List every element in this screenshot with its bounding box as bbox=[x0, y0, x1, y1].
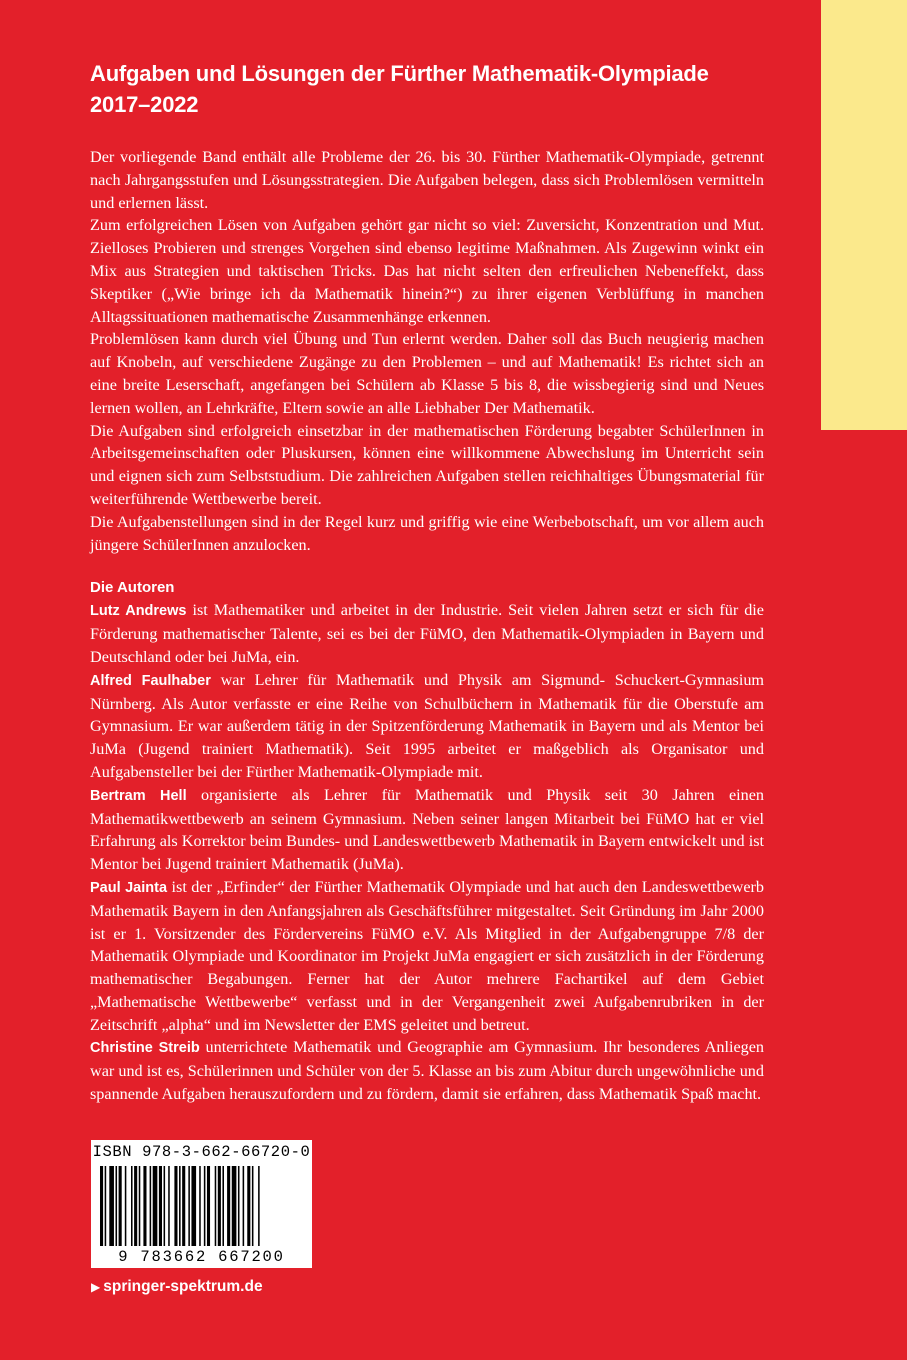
barcode-stripe bbox=[188, 1166, 190, 1246]
barcode-stripe bbox=[125, 1166, 127, 1246]
authors-section bbox=[90, 577, 764, 1106]
authors-heading: Die Autoren bbox=[90, 579, 175, 597]
barcode-stripe bbox=[159, 1166, 162, 1246]
book-description bbox=[90, 146, 764, 556]
arrow-right-icon: ▶ bbox=[91, 1280, 101, 1294]
description-paragraph: Die Aufgabenstellungen sind in der Regel kurz und griffig wie eine Werbebotschaft, um vor allem auch jüngere SchülerInnen anzulocken. bbox=[90, 512, 764, 554]
author-bio bbox=[90, 784, 764, 876]
barcode-stripe bbox=[153, 1166, 158, 1246]
author-name: Alfred Faulhaber bbox=[90, 672, 211, 689]
barcode-stripe bbox=[179, 1166, 181, 1246]
barcode-stripe bbox=[174, 1166, 177, 1246]
barcode-stripe bbox=[105, 1166, 107, 1246]
barcode-stripe bbox=[116, 1166, 118, 1246]
author-name: Lutz Andrews bbox=[90, 603, 187, 620]
author-bio bbox=[90, 876, 764, 1037]
barcode-stripe bbox=[191, 1166, 196, 1246]
barcode-stripe bbox=[247, 1166, 250, 1246]
barcode-stripe bbox=[182, 1166, 185, 1246]
author-name: Paul Jainta bbox=[90, 879, 168, 896]
barcode-stripe bbox=[252, 1166, 254, 1246]
book-title bbox=[90, 58, 764, 120]
barcode-stripe bbox=[243, 1166, 245, 1246]
author-bio-text: ist der „Erfinder“ der Fürther Mathematik Olympiade und hat auch den Landeswettbewerb Mathematik Bayern in den Anfangsjahren als Geschäftsführer mitgestaltet. Seit Gründung im Jahr 2000 ist er 1. Vorsitzender des Fördervereins FüMO e.V. Als Mitglied in der Aufgabengruppe 7/8 der Mathematik Olympiade und Koordinator im Projekt JuMa engagiert er sich zusätzlich in der Förderung mathematischer Begabungen. Ferner hat der Autor mehrere Fachartikel auf dem Gebiet „Mathematische Wettbewerbe“ verfasst und in der Vergangenheit zwei Aufgabenrubriken in der Zeitschrift „alpha“ und im Newsletter der EMS geleitet und betreut. bbox=[90, 877, 764, 1034]
accent-bar bbox=[821, 0, 907, 430]
description-paragraph: Der vorliegende Band enthält alle Probleme der 26. bis 30. Fürther Mathematik-Olympiade, getrennt nach Jahrgangsstufen und Lösungsstrategien. Die Aufgaben belegen, dass sich Problemlösen vermitteln und erlernen lässt. bbox=[90, 148, 764, 212]
barcode-stripe bbox=[238, 1166, 240, 1246]
website-label: springer-spektrum.de bbox=[103, 1278, 263, 1295]
barcode-stripe bbox=[139, 1166, 141, 1246]
barcode-stripe bbox=[222, 1166, 224, 1246]
barcode-stripe bbox=[199, 1166, 201, 1246]
author-bio-text: war Lehrer für Mathematik und Physik am Sigmund- Schuckert-Gymnasium Nürnberg. Als Autor verfasste er eine Reihe von Schulbüchern in Mathematik für die Oberstufe am Gymnasium. Er war außerdem tätig in der Spitzenförderung Mathematik in Bayern und als Mentor bei JuMa (Jugend trainiert Mathematik). Seit 1995 arbeitet er maßgeblich als Organisator und Aufgabensteller bei der Fürther Mathematik-Olympiade mit. bbox=[90, 670, 764, 781]
barcode-bars bbox=[91, 1166, 312, 1248]
barcode-stripe bbox=[100, 1166, 103, 1246]
barcode-stripe bbox=[207, 1166, 210, 1246]
description-paragraph: Die Aufgaben sind erfolgreich einsetzbar in der mathematischen Förderung begabter SchülerInnen in Arbeitsgemeinschaften oder Pluskursen, können eine willkommene Abwechslung im Unterricht sein und eignen sich zum Selbststudium. Die zahlreichen Aufgaben stellen reichhaltiges Übungsmaterial für weiterführende Wettbewerbe bereit. bbox=[90, 421, 764, 508]
isbn-label: ISBN 978-3-662-66720-0 bbox=[92, 1143, 311, 1161]
barcode-stripe bbox=[131, 1166, 133, 1246]
description-paragraph: Zum erfolgreichen Lösen von Aufgaben gehört gar nicht so viel: Zuversicht, Konzentration und Mut. Zielloses Probieren und strenges Vorgehen sind ebenso legitime Maßnahmen. Als Zugewinn winkt ein Mix aus Strategien und taktischen Tricks. Das hat nicht selten den erfreulichen Nebeneffekt, dass Skeptiker („Wie bringe ich da Mathematik hinein?“) zu ihrer eigenen Verblüffung in manchen Alltagssituationen mathematische Zusammenhänge erkennen. bbox=[90, 216, 764, 326]
barcode-stripe bbox=[258, 1166, 260, 1246]
barcode-stripe bbox=[215, 1166, 217, 1246]
author-bio-text: unterrichtete Mathematik und Geographie am Gymnasium. Ihr besonderes Anliegen war und ist es, Schülerinnen und Schüler von der 5. Klasse an bis zum Abitur durch ungewöhnliche und spannende Aufgaben herauszufordern und zu fördern, damit sie erfahren, dass Mathematik Spaß macht. bbox=[90, 1038, 764, 1104]
author-name: Christine Streib bbox=[90, 1040, 200, 1057]
author-bio-text: ist Mathematiker und arbeitet in der Industrie. Seit vielen Jahren setzt er sich für die Förderung mathematischer Talente, sei es bei der FüMO, den Mathematik-Olympiaden in Bayern und Deutschland oder bei JuMa, ein. bbox=[90, 601, 764, 666]
barcode-stripe bbox=[109, 1166, 114, 1246]
author-bio bbox=[90, 1036, 764, 1105]
barcode-stripe bbox=[164, 1166, 166, 1246]
title-line-2: 2017–2022 bbox=[90, 92, 199, 117]
isbn-barcode bbox=[91, 1140, 312, 1268]
barcode-stripe bbox=[119, 1166, 122, 1246]
author-bio-text: organisierte als Lehrer für Mathematik und Physik seit 30 Jahren einen Mathematikwettbewerb an seinem Gymnasium. Neben seiner langen Mitarbeit bei FüMO hat er viel Erfahrung als Korrektor beim Bundes- und Landeswettbewerb Mathematik in Bayern entwickelt und ist Mentor bei Jugend trainiert Mathematik (JuMa). bbox=[90, 785, 765, 874]
author-bio bbox=[90, 599, 764, 668]
publisher-website[interactable] bbox=[91, 1278, 263, 1296]
barcode-stripe bbox=[227, 1166, 230, 1246]
back-cover-content bbox=[90, 58, 764, 1106]
barcode-stripe bbox=[143, 1166, 146, 1246]
barcode-stripe bbox=[168, 1166, 170, 1246]
barcode-stripe bbox=[150, 1166, 152, 1246]
barcode-stripe bbox=[218, 1166, 221, 1246]
barcode-stripe bbox=[134, 1166, 137, 1246]
barcode-digits: 9 783662 667200 bbox=[118, 1248, 285, 1266]
author-name: Bertram Hell bbox=[90, 787, 187, 804]
barcode-stripe bbox=[232, 1166, 237, 1246]
title-line-1: Aufgaben und Lösungen der Fürther Mathematik-Olympiade bbox=[90, 61, 709, 86]
barcode-stripe bbox=[204, 1166, 206, 1246]
author-bio bbox=[90, 669, 764, 784]
description-paragraph: Problemlösen kann durch viel Übung und Tun erlernt werden. Daher soll das Buch neugierig machen auf Knobeln, auf verschiedene Zugänge zu den Problemen – und auf Mathematik! Es richtet sich an eine breite Leserschaft, angefangen bei Schülern ab Klasse 5 bis 8, die wissbegierig sind und Neues lernen wollen, an Lehrkräfte, Eltern sowie an alle Liebhaber Der Mathematik. bbox=[90, 330, 764, 417]
